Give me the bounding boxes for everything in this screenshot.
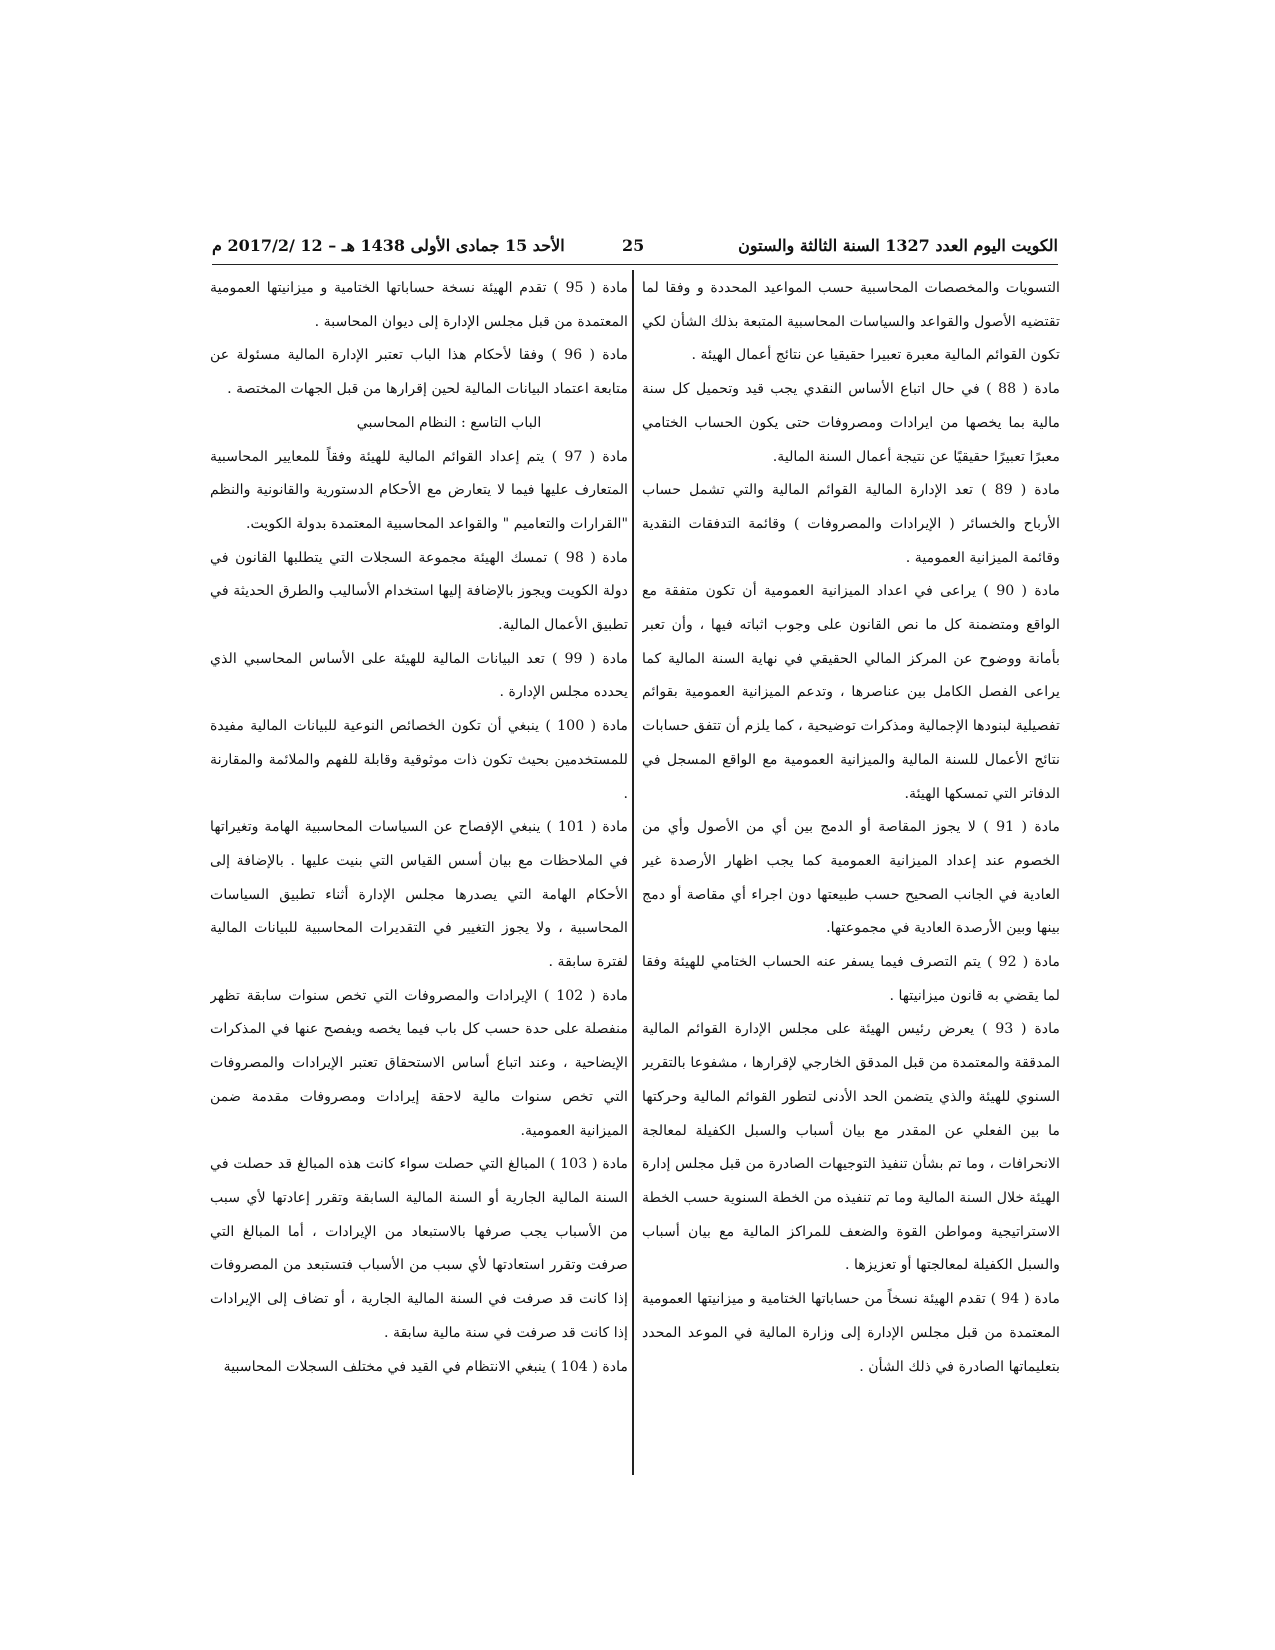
- article-102: مادة ( 102 ) الإيرادات والمصروفات التي تخص سنوات سابقة تظهر منفصلة على حدة حسب كل باب فيما يخصه ويفصح عنها في المذكرات الإيضاحية ، وعند اتباع أساس الاستحقاق تعتبر الإيرادات والمصروفات التي تخص سنوات مالية لاحقة إيرادات ومصروفات مقدمة ضمن الميزانية العمومية.: [210, 987, 628, 1139]
- article-88: مادة ( 88 ) في حال اتباع الأساس النقدي يجب قيد وتحميل كل سنة مالية بما يخصها من ايرادات ومصروفات حتى يكون الحساب الختامي معبرًا تعبيرًا حقيقيًا عن نتيجة أعمال السنة المالية.: [642, 381, 1060, 465]
- right-column: [642, 272, 1060, 1472]
- article-91: مادة ( 91 ) لا يجوز المقاصة أو الدمج بين أي من الأصول وأي من الخصوم عند إعداد الميزانية العمومية كما يجب اظهار الأرصدة غير العادية في الجانب الصحيح حسب طبيعتها دون اجراء أي مقاصة أو دمج بينها وبين الأرصدة العادية في مجموعتها.: [642, 819, 1060, 937]
- article-96: مادة ( 96 ) وفقا لأحكام هذا الباب تعتبر الإدارة المالية مسئولة عن متابعة اعتماد البيانات المالية لحين إقرارها من قبل الجهات المختصة .: [210, 347, 628, 398]
- header-date: الأحد 15 جمادى الأولى 1438 هـ – 12 /2017/2 م: [212, 236, 565, 255]
- header-rule: [212, 264, 1058, 265]
- article-95: مادة ( 95 ) تقدم الهيئة نسخة حساباتها الختامية و ميزانيتها العمومية المعتمدة من قبل مجلس الإدارة إلى ديوان المحاسبة .: [210, 280, 628, 330]
- article-90: مادة ( 90 ) يراعى في اعداد الميزانية العمومية أن تكون متفقة مع الواقع ومتضمنة كل ما نص القانون على وجوب اثباته فيها ، وأن تعبر بأمانة ووضوح عن المركز المالي الحقيقي في نهاية السنة المالية كما يراعى الفصل الكامل بين عناصرها ، وتدعم الميزانية العمومية بقوائم تفصيلية لبنودها الإجمالية ومذكرات توضيحية ، كما يلزم أن تتفق حسابات نتائج الأعمال للسنة المالية والميزانية العمومية مع الواقع المسجل في الدفاتر التي تمسكها الهيئة.: [642, 583, 1060, 802]
- article-99: مادة ( 99 ) تعد البيانات المالية للهيئة على الأساس المحاسبي الذي يحدده مجلس الإدارة .: [210, 650, 628, 701]
- article-93: مادة ( 93 ) يعرض رئيس الهيئة على مجلس الإدارة القوائم المالية المدققة والمعتمدة من قبل المدقق الخارجي لإقرارها ، مشفوعا بالتقرير السنوي للهيئة والذي يتضمن الحد الأدنى لتطور القوائم المالية وحركتها ما بين الفعلي عن المقدر مع بيان أسباب والسبل الكفيلة لمعالجة الانحرافات ، وما تم بشأن تنفيذ التوجيهات الصادرة من قبل مجلس إدارة الهيئة خلال السنة المالية وما تم تنفيذه من الخطة السنوية حسب الخطة الاستراتيجية ومواطن القوة والضعف للمراكز المالية مع بيان أسباب والسبل الكفيلة لمعالجتها أو تعزيزها .: [642, 1021, 1060, 1274]
- article-92: مادة ( 92 ) يتم التصرف فيما يسفر عنه الحساب الختامي للهيئة وفقا لما يقضي به قانون ميزانيتها .: [642, 954, 1060, 1004]
- article-101: مادة ( 101 ) ينبغي الإفصاح عن السياسات المحاسبية الهامة وتغيراتها في الملاحظات مع بيان أسس القياس التي بنيت عليها . بالإضافة إلى الأحكام الهامة التي يصدرها مجلس الإدارة أثناء تطبيق السياسات المحاسبية ، ولا يجوز التغيير في التقديرات المحاسبية للبيانات المالية لفترة سابقة .: [210, 819, 628, 971]
- left-column: [210, 272, 628, 1472]
- article-98: مادة ( 98 ) تمسك الهيئة مجموعة السجلات التي يتطلبها القانون في دولة الكويت ويجوز بالإضافة إليها استخدام الأساليب والطرق الحديثة في تطبيق الأعمال المالية.: [210, 549, 628, 634]
- header-page-number: 25: [622, 236, 645, 255]
- article-97: مادة ( 97 ) يتم إعداد القوائم المالية للهيئة وفقاً للمعايير المحاسبية المتعارف عليها فيما لا يتعارض مع الأحكام الدستورية والقانونية والنظم "القرارات والتعاميم " والقواعد المحاسبية المعتمدة بدولة الكويت.: [210, 448, 628, 532]
- article-103: مادة ( 103 ) المبالغ التي حصلت سواء كانت هذه المبالغ قد حصلت في السنة المالية الجارية أو السنة المالية السابقة وتقرر إعادتها لأي سبب من الأسباب يجب صرفها بالاستبعاد من الإيرادات ، أما المبالغ التي صرفت وتقرر استعادتها لأي سبب من الأسباب فتستبعد من المصروفات إذا كانت قد صرفت في السنة المالية الجارية ، أو تضاف إلى الإيرادات إذا كانت قد صرفت في سنة مالية سابقة .: [210, 1156, 628, 1341]
- chapter-heading: الباب التاسع : النظام المحاسبي: [356, 414, 542, 431]
- column-divider: [632, 270, 634, 1475]
- article-100: مادة ( 100 ) ينبغي أن تكون الخصائص النوعية للبيانات المالية مفيدة للمستخدمين بحيث تكون ذات موثوقية وقابلة للفهم والملائمة والمقارنة .: [210, 718, 628, 802]
- article-94: مادة ( 94 ) تقدم الهيئة نسخاً من حساباتها الختامية و ميزانيتها العمومية المعتمدة من قبل مجلس الإدارة إلى وزارة المالية في الموعد المحدد بتعليماتها الصادرة في ذلك الشأن .: [642, 1291, 1060, 1375]
- page-header: [212, 236, 1058, 264]
- article-104: مادة ( 104 ) ينبغي الانتظام في القيد في مختلف السجلات المحاسبية: [223, 1358, 628, 1375]
- header-gazette-issue: الكويت اليوم العدد 1327 السنة الثالثة والستون: [738, 236, 1058, 255]
- paragraph: التسويات والمخصصات المحاسبية حسب المواعيد المحددة و وفقا لما تقتضيه الأصول والقواعد والسياسات المحاسبية المتبعة بذلك الشأن لكي تكون القوائم المالية معبرة تعبيرا حقيقيا عن نتائج أعمال الهيئة .: [642, 280, 1060, 364]
- article-89: مادة ( 89 ) تعد الإدارة المالية القوائم المالية والتي تشمل حساب الأرباح والخسائر ( الإيرادات والمصروفات ) وقائمة التدفقات النقدية وقائمة الميزانية العمومية .: [642, 482, 1060, 566]
